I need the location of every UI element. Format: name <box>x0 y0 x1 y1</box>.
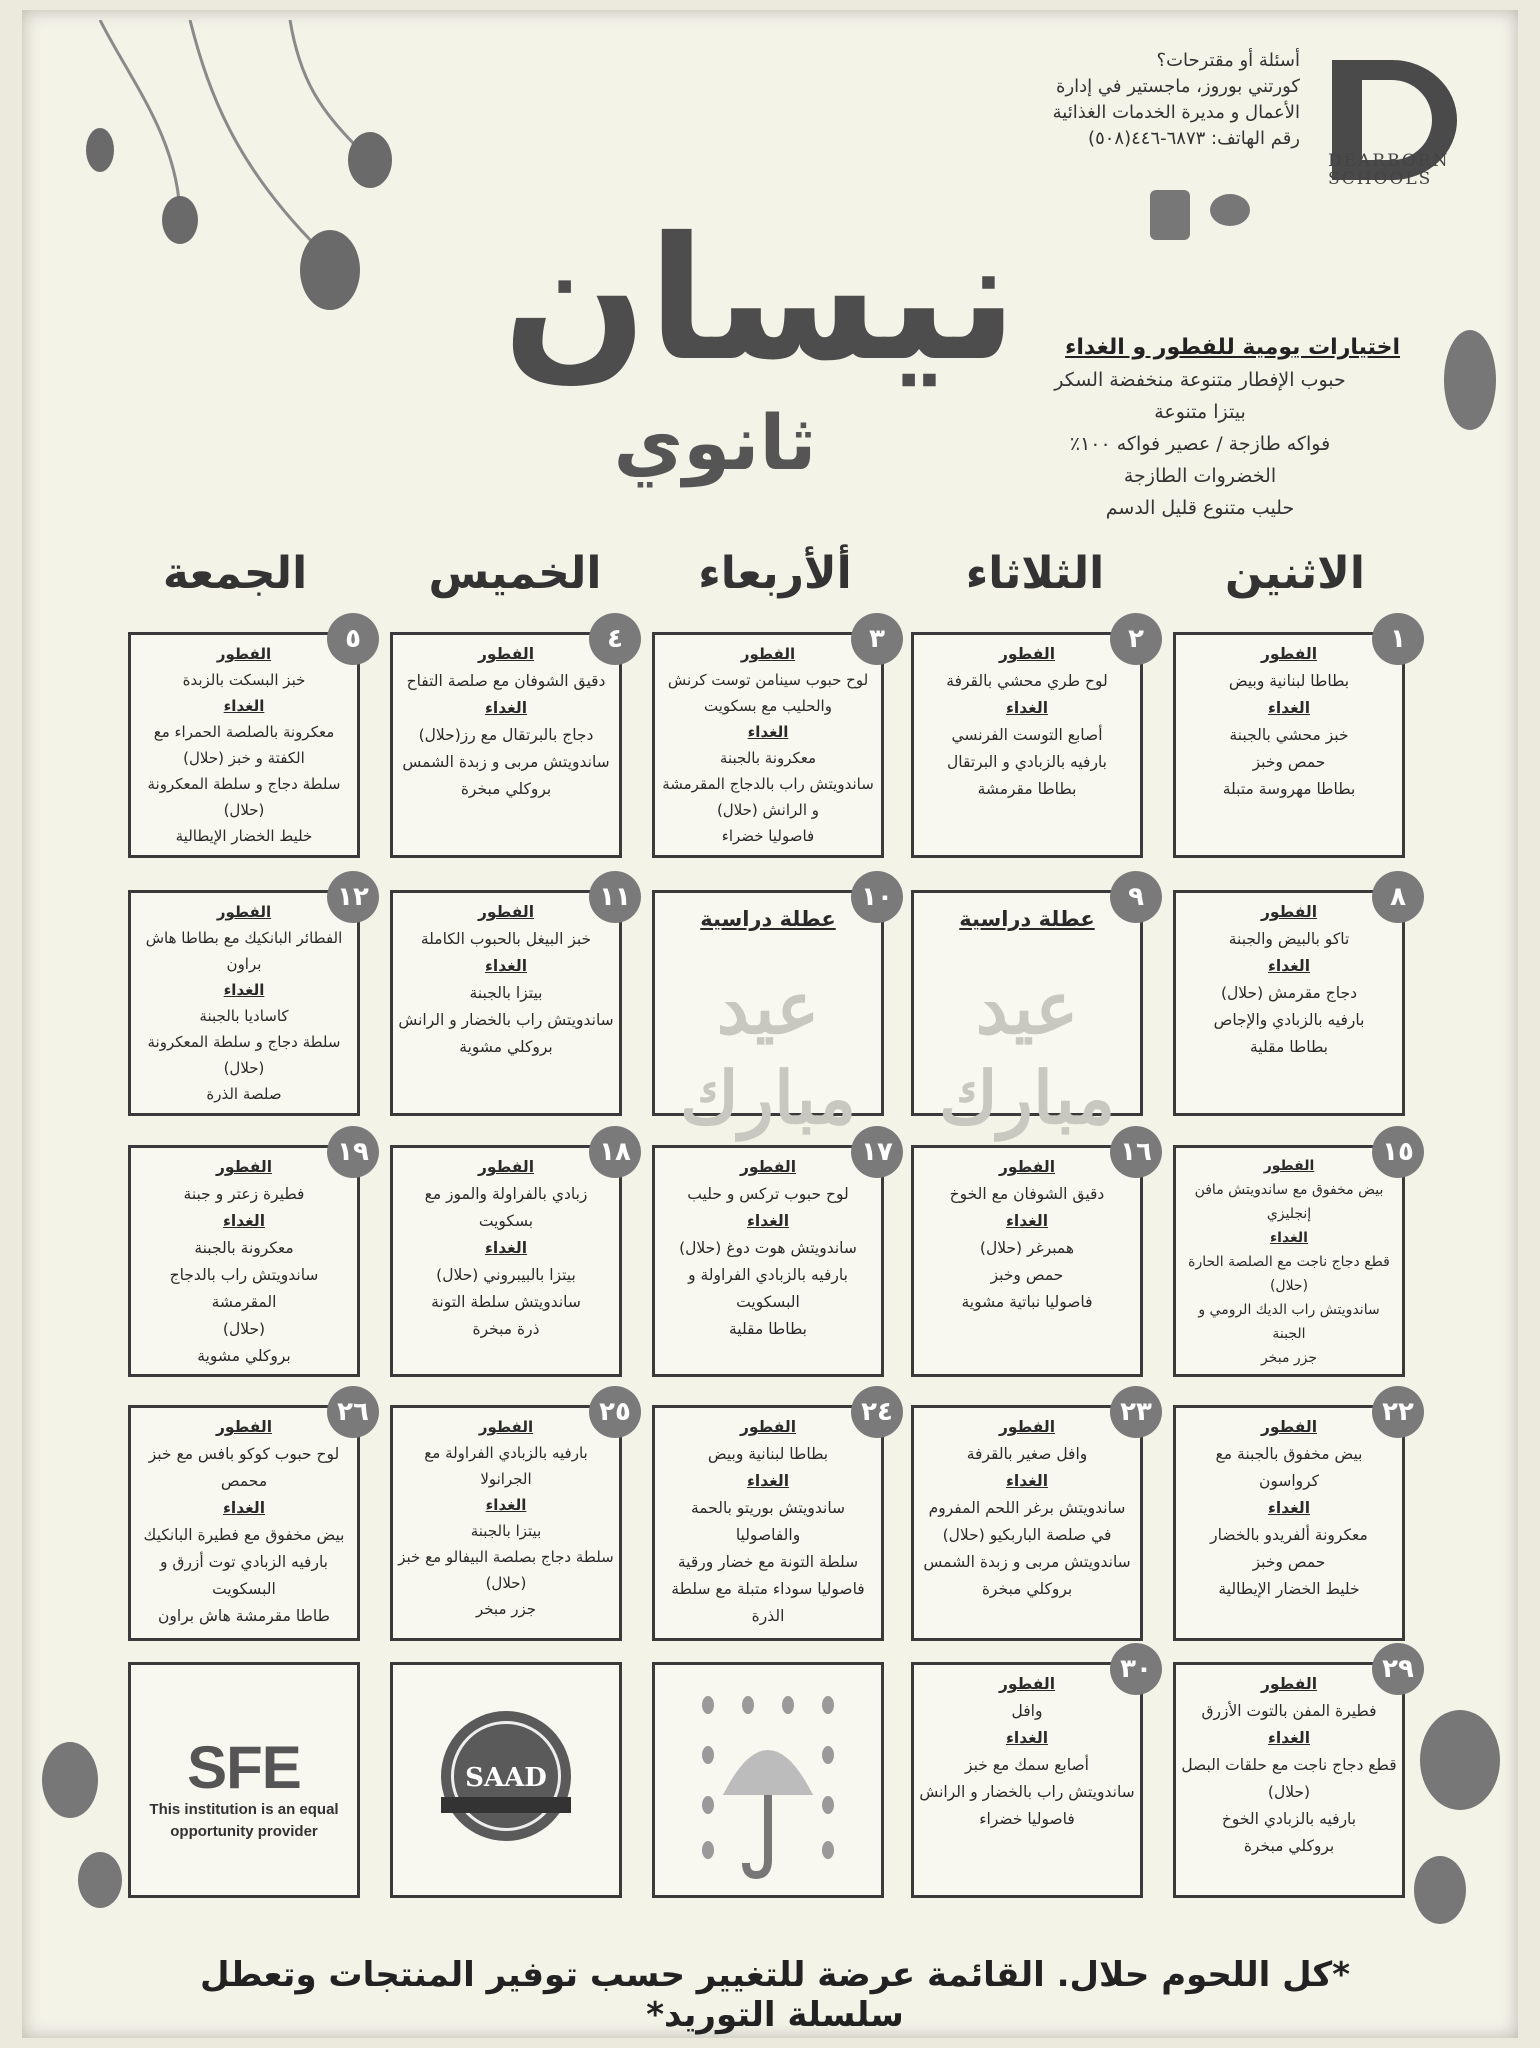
contact-phone: رقم الهاتف: ٦٨٧٣-٤٤٦(٥٠٨) <box>1088 128 1300 149</box>
logo-line-1: DEARBORN <box>1328 151 1450 171</box>
day-header-tuesday: الثلاثاء <box>965 548 1105 599</box>
lunch-item: بارفيه بالزبادي والإجاص <box>1213 1011 1365 1029</box>
lunch-item: الجبنة <box>1272 1326 1306 1342</box>
lunch-item: البسكويت <box>736 1293 800 1311</box>
lunch-item: سلطة التونة مع خضار ورقية <box>677 1553 859 1571</box>
breakfast-item: خبز البيغل بالحبوب الكاملة <box>420 930 592 948</box>
breakfast-heading: الفطور <box>1263 1158 1315 1174</box>
breakfast-heading: الفطور <box>477 1158 535 1176</box>
lunch-item: بيتزا بالبيبروني (حلال) <box>436 1266 576 1284</box>
menu-day-cell <box>652 1137 893 1377</box>
menu-day-cell <box>1173 1654 1414 1898</box>
lunch-item: (حلال) <box>222 1320 266 1338</box>
breakfast-heading: الفطور <box>216 903 272 921</box>
breakfast-item: بطاطا لبنانية وبيض <box>707 1445 829 1463</box>
day-number-badge: ١٠ <box>851 871 903 923</box>
menu-day-cell <box>911 1397 1152 1641</box>
menu-day-cell <box>911 1137 1152 1377</box>
lunch-item: قطع دجاج ناجت مع الصلصة الحارة <box>1188 1254 1390 1270</box>
lunch-item: خليط الخضار الإيطالية <box>1218 1580 1360 1598</box>
eid-mubarak-decoration: عيد مبارك <box>938 965 1116 1140</box>
breakfast-item: بارفيه بالزبادي الفراولة مع الجرانولا <box>424 1444 588 1488</box>
day-header-monday: الاثنين <box>1225 548 1365 599</box>
day-number-badge: ٢٩ <box>1372 1643 1424 1695</box>
lunch-item: كاساديا بالجبنة <box>199 1007 289 1025</box>
lunch-item: بروكلي مشوية <box>459 1038 553 1056</box>
flower-decoration-top-right <box>1140 180 1260 260</box>
breakfast-heading: الفطور <box>1260 1418 1318 1436</box>
lunch-heading: الغداء <box>746 1212 790 1230</box>
lunch-item: حمص وخبز <box>1252 753 1326 771</box>
daily-option: الخضروات الطازجة <box>1123 465 1277 487</box>
lunch-item: خليط الخضار الإيطالية <box>175 827 313 845</box>
saad-logo-text: SAAD <box>465 1763 547 1793</box>
logo-text <box>1328 152 1478 188</box>
logo-line-2: SCHOOLS <box>1328 169 1433 189</box>
lunch-item: الكفتة و خبز (حلال) <box>183 749 305 767</box>
daily-options-title: اختيارات يومية للفطور و الغداء <box>1065 335 1400 360</box>
lunch-heading: الغداء <box>485 1496 527 1514</box>
daily-option: فواكه طازجة / عصير فواكه ١٠٠٪ <box>1069 433 1331 455</box>
lunch-item: حمص وخبز <box>990 1266 1064 1284</box>
lunch-item: بروكلي مبخرة <box>981 1580 1073 1598</box>
daily-options <box>1000 332 1400 524</box>
menu-day-cell <box>652 1397 893 1641</box>
lunch-item: ساندويتش راب الديك الرومي و <box>1198 1302 1380 1318</box>
breakfast-item: لوح حبوب تركس و حليب <box>687 1185 849 1203</box>
breakfast-heading: الفطور <box>998 1675 1056 1693</box>
lunch-item: صلصة الذرة <box>206 1085 282 1103</box>
lunch-heading: الغداء <box>1005 699 1049 717</box>
day-number-badge: ٢ <box>1110 613 1162 665</box>
lunch-item: بطاطا مهروسة متبلة <box>1222 780 1356 798</box>
breakfast-heading: الفطور <box>998 645 1056 663</box>
lunch-item: أصابع التوست الفرنسي <box>951 726 1103 744</box>
daily-option: بيتزا متنوعة <box>1154 401 1246 423</box>
sfe-note-line-1: This institution is an equal <box>149 1801 339 1818</box>
breakfast-item: بيض مخفوق مع ساندويتش مافن <box>1194 1182 1384 1198</box>
breakfast-item: فطيرة المفن بالتوت الأزرق <box>1201 1702 1377 1720</box>
daily-option: حبوب الإفطار متنوعة منخفضة السكر <box>1054 369 1346 391</box>
lunch-item: ساندويتش بوريتو بالحمة <box>690 1499 846 1517</box>
menu-day-cell <box>911 624 1144 858</box>
lunch-item: معكرونة بالصلصة الحمراء مع <box>153 723 335 741</box>
lunch-item: (حلال) <box>1267 1783 1311 1801</box>
menu-day-cell <box>390 1397 631 1641</box>
contact-line: كورتني بوروز، ماجستير في إدارة <box>1056 76 1300 97</box>
lunch-item: ساندويتش راب بالخضار و الرانش <box>398 1011 614 1029</box>
menu-day-cell <box>128 882 369 1116</box>
breakfast-heading: الفطور <box>1260 645 1318 663</box>
lunch-heading: الغداء <box>484 699 528 717</box>
contact-info <box>1000 48 1300 152</box>
lunch-item: ساندويتش راب بالخضار و الرانش <box>919 1783 1135 1801</box>
flower-decoration-top-left <box>40 20 460 440</box>
breakfast-heading: الفطور <box>477 645 535 663</box>
breakfast-item: محمص <box>220 1472 268 1490</box>
day-number-badge: ٣٠ <box>1110 1643 1162 1695</box>
lunch-heading: الغداء <box>746 1472 790 1490</box>
breakfast-item: لوح حبوب سينامن توست كرنش <box>667 671 869 689</box>
day-number-badge: ٥ <box>327 613 379 665</box>
lunch-item: خبز محشي بالجبنة <box>1229 726 1349 744</box>
day-number-badge: ٢٥ <box>589 1386 641 1438</box>
breakfast-heading: الفطور <box>998 1418 1056 1436</box>
breakfast-item: براون <box>226 955 262 973</box>
lunch-item: قطع دجاج ناجت مع حلقات البصل <box>1181 1756 1397 1774</box>
breakfast-heading: الفطور <box>216 645 272 663</box>
lunch-item: دجاج مقرمش (حلال) <box>1220 984 1357 1002</box>
breakfast-item: وافل <box>1011 1702 1043 1720</box>
menu-day-cell <box>911 1654 1152 1898</box>
day-header-friday: الجمعة <box>162 548 308 599</box>
lunch-item: ساندويتش برغر اللحم المفروم <box>928 1499 1126 1517</box>
lunch-item: الذرة <box>751 1607 785 1625</box>
lunch-item: معكرونة بالجبنة <box>719 749 817 767</box>
day-number-badge: ١٩ <box>327 1126 379 1178</box>
menu-day-cell <box>128 1137 369 1377</box>
umbrella-cell <box>652 1662 884 1898</box>
lunch-item: بطاطا مقرمشة <box>977 780 1077 798</box>
breakfast-item: بيض مخفوق بالجبنة مع <box>1215 1445 1363 1463</box>
lunch-heading: الغداء <box>484 1239 528 1257</box>
lunch-item: معكرونة ألفريدو بالخضار <box>1210 1526 1368 1544</box>
menu-day-cell <box>652 624 885 858</box>
flower-decoration-right <box>1430 300 1510 520</box>
lunch-item: (حلال) <box>1269 1278 1309 1294</box>
lunch-heading: الغداء <box>1005 1472 1049 1490</box>
breakfast-heading: الفطور <box>1260 1675 1318 1693</box>
lunch-item: بيتزا بالجبنة <box>470 1522 542 1540</box>
lunch-item: ذرة مبخرة <box>472 1320 540 1338</box>
menu-day-cell <box>128 624 361 858</box>
lunch-item: (حلال) <box>223 801 265 819</box>
sfe-logo-cell <box>128 1662 360 1898</box>
menu-day-cell <box>1173 1397 1414 1641</box>
lunch-item: بيض مخفوق مع فطيرة البانكيك <box>143 1526 345 1544</box>
lunch-item: في صلصة الباربكيو (حلال) <box>942 1526 1112 1544</box>
breakfast-item: والحليب مع بسكويت <box>704 697 832 715</box>
day-number-badge: ١٥ <box>1372 1126 1424 1178</box>
breakfast-heading: الفطور <box>477 903 535 921</box>
saad-logo-cell <box>390 1662 622 1898</box>
lunch-item: بطاطا مقلية <box>1250 1038 1328 1056</box>
day-number-badge: ٤ <box>589 613 641 665</box>
breakfast-item: إنجليزي <box>1266 1206 1312 1222</box>
lunch-heading: الغداء <box>484 957 528 975</box>
lunch-item: بارفيه بالزبادي و البرتقال <box>947 753 1107 771</box>
sfe-note-line-2: opportunity provider <box>170 1823 318 1840</box>
day-header-wednesday: ألأربعاء <box>698 548 852 599</box>
menu-day-cell <box>390 882 631 1116</box>
holiday-title: عطلة دراسية <box>959 907 1095 931</box>
lunch-item: أصابع سمك مع خبز <box>965 1756 1089 1774</box>
breakfast-heading: الفطور <box>478 1418 534 1436</box>
day-number-badge: ١٧ <box>851 1126 903 1178</box>
lunch-item: بروكلي مبخرة <box>1243 1837 1335 1855</box>
eid-mubarak-decoration: عيد مبارك <box>679 965 857 1140</box>
day-number-badge: ٢٦ <box>327 1386 379 1438</box>
contact-line: أسئلة أو مقترحات؟ <box>1156 50 1300 71</box>
umbrella-rain-icon <box>668 1685 868 1885</box>
lunch-heading: الغداء <box>747 723 789 741</box>
lunch-heading: الغداء <box>222 1212 266 1230</box>
lunch-item: (حلال) <box>223 1059 265 1077</box>
lunch-item: بارفيه بالزبادي الفراولة و <box>688 1266 848 1284</box>
breakfast-item: لوح طري محشي بالقرفة <box>946 672 1108 690</box>
breakfast-item: بسكويت <box>478 1212 534 1230</box>
holiday-title: عطلة دراسية <box>700 907 836 931</box>
month-title: نيسان <box>502 201 1018 399</box>
lunch-item: ساندويتش سلطة التونة <box>431 1293 581 1311</box>
lunch-heading: الغداء <box>1267 1499 1311 1517</box>
saad-logo-icon <box>441 1711 571 1841</box>
breakfast-item: لوح حبوب كوكو بافس مع خبز <box>148 1445 340 1463</box>
breakfast-item: وافل صغير بالقرفة <box>966 1445 1088 1463</box>
breakfast-item: خبز البسكت بالزبدة <box>182 671 306 689</box>
lunch-item: والفاصوليا <box>735 1526 801 1544</box>
lunch-item: فاصوليا خضراء <box>721 827 815 845</box>
menu-day-cell <box>1173 882 1406 1116</box>
day-number-badge: ١ <box>1372 613 1424 665</box>
breakfast-heading: الفطور <box>215 1158 273 1176</box>
lunch-item: بارفيه بالزبادي الخوخ <box>1221 1810 1357 1828</box>
daily-option: حليب متنوع قليل الدسم <box>1105 497 1295 519</box>
breakfast-heading: الفطور <box>740 645 796 663</box>
lunch-item: معكرونة بالجبنة <box>194 1239 294 1257</box>
breakfast-heading: الفطور <box>739 1158 797 1176</box>
lunch-item: حمص وخبز <box>1252 1553 1326 1571</box>
breakfast-item: دقيق الشوفان مع صلصة التفاح <box>406 672 606 690</box>
lunch-item: فاصوليا خضراء <box>979 1810 1075 1828</box>
contact-line: الأعمال و مديرة الخدمات الغذائية <box>1052 102 1300 123</box>
lunch-item: و الرانش (حلال) <box>716 801 820 819</box>
lunch-item: سلطة دجاج بصلصة البيفالو مع خبز <box>398 1548 614 1566</box>
day-number-badge: ٨ <box>1372 871 1424 923</box>
day-number-badge: ١٢ <box>327 871 379 923</box>
breakfast-heading: الفطور <box>739 1418 797 1436</box>
menu-day-cell <box>390 1137 631 1377</box>
lunch-heading: الغداء <box>223 981 265 999</box>
lunch-item: فاصوليا نباتية مشوية <box>961 1293 1093 1311</box>
sfe-logo: SFE <box>187 1734 301 1801</box>
breakfast-item: تاكو بالبيض والجبنة <box>1228 930 1350 948</box>
lunch-item: سلطة دجاج و سلطة المعكرونة <box>147 1033 341 1051</box>
breakfast-item: بطاطا لبنانية وبيض <box>1228 672 1350 690</box>
breakfast-item: دقيق الشوفان مع الخوخ <box>949 1185 1105 1203</box>
lunch-item: فاصوليا سوداء متبلة مع سلطة <box>671 1580 865 1598</box>
lunch-item: ساندويتش راب بالدجاج المقرمشة <box>662 775 874 793</box>
menu-day-cell <box>128 1397 369 1641</box>
breakfast-item: كرواسون <box>1258 1472 1320 1490</box>
lunch-item: (حلال) <box>485 1574 527 1592</box>
school-level: ثانوي <box>613 398 817 487</box>
lunch-heading: الغداء <box>1267 699 1311 717</box>
breakfast-item: الفطائر البانكيك مع بطاطا هاش <box>145 929 343 947</box>
day-number-badge: ٢٤ <box>851 1386 903 1438</box>
lunch-item: طاطا مقرمشة هاش براون <box>158 1607 330 1625</box>
lunch-item: ساندويتش راب بالدجاج المقرمشة <box>169 1266 319 1311</box>
lunch-item: همبرغر (حلال) <box>979 1239 1075 1257</box>
day-number-badge: ٢٢ <box>1372 1386 1424 1438</box>
menu-day-cell <box>652 882 893 1140</box>
lunch-item: جزر مبخر <box>475 1600 537 1618</box>
menu-day-cell <box>390 624 623 858</box>
day-number-badge: ١٨ <box>589 1126 641 1178</box>
halal-note-footer: *كل اللحوم حلال. القائمة عرضة للتغيير حسب توفير المنتجات وتعطل سلسلة التوريد* <box>200 1955 1350 2035</box>
lunch-item: جزر مبخر <box>1260 1350 1318 1366</box>
lunch-heading: الغداء <box>223 697 265 715</box>
lunch-heading: الغداء <box>1267 1729 1311 1747</box>
lunch-item: بروكلي مبخرة <box>460 780 552 798</box>
lunch-item: دجاج بالبرتقال مع رز(حلال) <box>418 726 594 744</box>
breakfast-item: فطيرة زعتر و جبنة <box>183 1185 305 1203</box>
day-number-badge: ٣ <box>851 613 903 665</box>
lunch-item: البسكويت <box>212 1580 276 1598</box>
lunch-heading: الغداء <box>1269 1230 1308 1246</box>
lunch-item: سلطة دجاج و سلطة المعكرونة <box>147 775 341 793</box>
breakfast-heading: الفطور <box>1260 903 1318 921</box>
day-header-thursday: الخميس <box>428 548 602 599</box>
day-number-badge: ١٦ <box>1110 1126 1162 1178</box>
lunch-item: بارفيه الزبادي توت أزرق و <box>160 1553 328 1571</box>
breakfast-heading: الفطور <box>215 1418 273 1436</box>
lunch-heading: الغداء <box>222 1499 266 1517</box>
breakfast-heading: الفطور <box>998 1158 1056 1176</box>
lunch-heading: الغداء <box>1005 1729 1049 1747</box>
lunch-heading: الغداء <box>1005 1212 1049 1230</box>
lunch-item: بطاطا مقلية <box>729 1320 807 1338</box>
day-number-badge: ٢٣ <box>1110 1386 1162 1438</box>
day-number-badge: ١١ <box>589 871 641 923</box>
lunch-item: ساندويتش مربى و زبدة الشمس <box>923 1553 1131 1571</box>
lunch-item: ساندويتش هوت دوغ (حلال) <box>679 1239 857 1257</box>
lunch-item: ساندويتش مربى و زبدة الشمس <box>402 753 610 771</box>
menu-day-cell <box>1173 624 1406 858</box>
lunch-heading: الغداء <box>1267 957 1311 975</box>
lunch-item: بيتزا بالجبنة <box>469 984 543 1002</box>
menu-day-cell <box>911 882 1144 1140</box>
day-number-badge: ٩ <box>1110 871 1162 923</box>
menu-day-cell <box>1173 1137 1414 1377</box>
breakfast-item: زبادي بالفراولة والموز مع <box>424 1185 588 1203</box>
lunch-item: بروكلي مشوية <box>197 1347 291 1365</box>
